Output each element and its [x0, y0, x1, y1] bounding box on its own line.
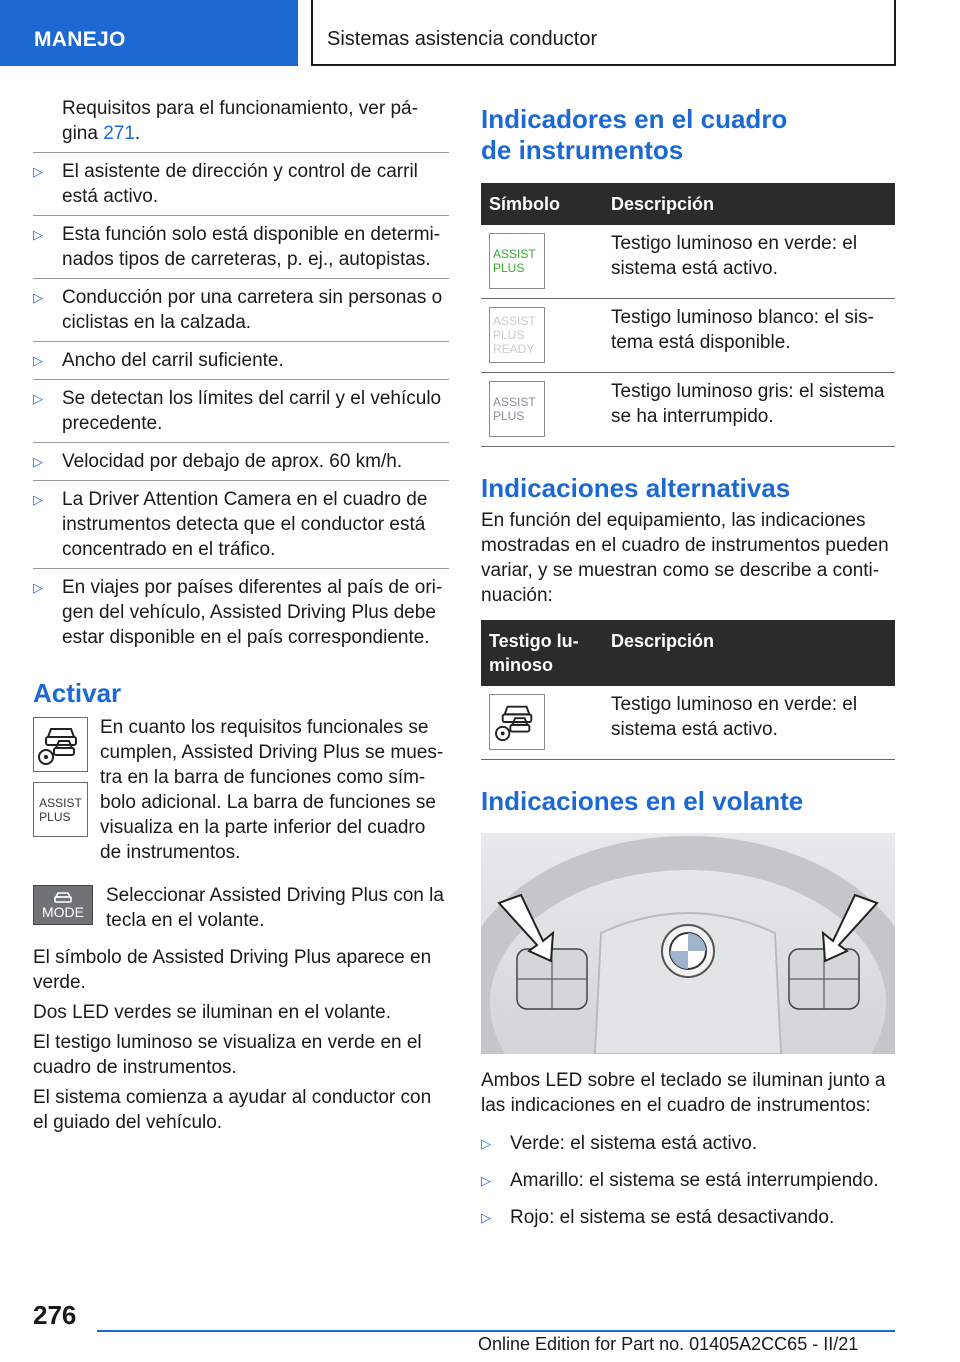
triangle-bullet-icon: ▷: [33, 492, 43, 507]
list-item: ▷ En viajes por países diferentes al país de ori-gen del vehículo, Assisted Driving Plus debe estar disponible en el país correspondiente.: [33, 568, 449, 656]
intro-paragraph: [33, 96, 449, 146]
list-item: ▷ Esta función solo está disponible en determi-nados tipos de carreteras, p. ej., autopistas.: [33, 215, 449, 278]
indicator-table: [481, 183, 895, 447]
list-item: ▷ Conducción por una carretera sin personas o ciclistas en la calzada.: [33, 278, 449, 341]
footer-divider: [97, 1330, 895, 1332]
paragraph: El sistema comienza a ayudar al conductor con el guiado del vehículo.: [33, 1087, 432, 1133]
assist-plus-ready-white-icon: ASSIST PLUS READY: [489, 307, 545, 363]
triangle-bullet-icon: ▷: [33, 290, 43, 305]
led-list: [481, 1128, 895, 1233]
table-row: [481, 373, 895, 447]
mode-text: Seleccionar Assisted Driving Plus con la tecla en el volante.: [106, 885, 444, 931]
activar-text: En cuanto los requisitos funcionales se cumplen, Assisted Driving Plus se mues-tra en la barra de funciones como sím-bolo adicional. La barra de funciones se visualiza en la parte inferior del cuadro de instrumentos.: [100, 717, 444, 863]
mode-button-icon: MODE: [33, 885, 93, 925]
triangle-bullet-icon: ▷: [33, 580, 43, 595]
alternative-indicator-table: [481, 620, 895, 760]
column-header-symbol: Símbolo: [481, 183, 603, 225]
assist-plus-grey-icon: ASSIST PLUS: [489, 381, 545, 437]
table-cell-description: Testigo luminoso en verde: el sistema está activo.: [603, 225, 895, 299]
list-item: ▷ Rojo: el sistema se está desactivando.: [481, 1207, 835, 1228]
table-cell-description: Testigo luminoso en verde: el sistema está activo.: [603, 686, 895, 760]
column-header-description: Descripción: [603, 620, 895, 686]
volante-heading: Indicaciones en el volante: [481, 786, 804, 816]
activar-block: [33, 715, 449, 865]
triangle-bullet-icon: ▷: [481, 1173, 491, 1188]
list-item: ▷ Se detectan los límites del carril y el vehículo precedente.: [33, 379, 449, 442]
driving-assist-icon: [33, 717, 88, 772]
table-row: [481, 299, 895, 373]
list-item: ▷ La Driver Attention Camera en el cuadro de instrumentos detecta que el conductor está concentrado en el tráfico.: [33, 480, 449, 568]
assist-plus-green-icon: ASSIST PLUS: [489, 233, 545, 289]
left-column: [33, 96, 449, 1135]
assist-plus-icon: ASSIST PLUS: [33, 782, 88, 837]
steering-wheel-image: [481, 833, 895, 1054]
column-header-description: Descripción: [603, 183, 895, 225]
intro-text: Requisitos para el funcionamiento, ver pá-gina: [62, 98, 418, 144]
intro-end: .: [134, 123, 141, 144]
activar-heading: Activar: [33, 678, 122, 708]
mode-block: [33, 883, 449, 939]
indicadores-heading: Indicadores en el cuadro de instrumentos: [481, 104, 788, 165]
page-header: [0, 0, 960, 66]
triangle-bullet-icon: ▷: [33, 227, 43, 242]
volante-text: Ambos LED sobre el teclado se iluminan junto a las indicaciones en el cuadro de instrumentos:: [481, 1070, 886, 1116]
paragraph: Dos LED verdes se iluminan en el volante.: [33, 1002, 392, 1023]
page-link[interactable]: 271: [103, 123, 135, 144]
list-item: ▷ El asistente de dirección y control de carril está activo.: [33, 152, 449, 215]
triangle-bullet-icon: ▷: [33, 164, 43, 179]
table-row: [481, 225, 895, 299]
paragraph: El símbolo de Assisted Driving Plus aparece en verde.: [33, 947, 432, 993]
list-item: ▷ Ancho del carril suficiente.: [33, 341, 449, 379]
table-header-row: [481, 620, 895, 686]
table-cell-description: Testigo luminoso blanco: el sis-tema está disponible.: [603, 299, 895, 373]
edition-text: Online Edition for Part no. 01405A2CC65 - II/21: [478, 1334, 859, 1354]
triangle-bullet-icon: ▷: [481, 1210, 491, 1225]
chapter-tab[interactable]: MANEJO: [0, 0, 298, 66]
table-cell-description: Testigo luminoso gris: el sistema se ha interrumpido.: [603, 373, 895, 447]
triangle-bullet-icon: ▷: [481, 1136, 491, 1151]
right-column: [481, 96, 895, 1233]
column-header-light: Testigo lu-minoso: [481, 620, 603, 686]
table-header-row: [481, 183, 895, 225]
requirements-list: [33, 152, 449, 656]
section-title: Sistemas asistencia conductor: [311, 0, 896, 66]
driving-assist-green-icon: [489, 694, 545, 750]
triangle-bullet-icon: ▷: [33, 391, 43, 406]
triangle-bullet-icon: ▷: [33, 353, 43, 368]
list-item: ▷ Amarillo: el sistema se está interrumpiendo.: [481, 1170, 879, 1191]
alternativas-text: En función del equipamiento, las indicaciones mostradas en el cuadro de instrumentos pueden variar, y se muestran como se describe a conti-nuación:: [481, 510, 889, 606]
list-item: ▷ Verde: el sistema está activo.: [481, 1133, 758, 1154]
triangle-bullet-icon: ▷: [33, 454, 43, 469]
page-number: 276: [33, 1300, 77, 1330]
paragraph: El testigo luminoso se visualiza en verde en el cuadro de instrumentos.: [33, 1032, 422, 1078]
list-item: ▷ Velocidad por debajo de aprox. 60 km/h.: [33, 442, 449, 480]
alternativas-heading: Indicaciones alternativas: [481, 473, 791, 503]
table-row: [481, 686, 895, 760]
